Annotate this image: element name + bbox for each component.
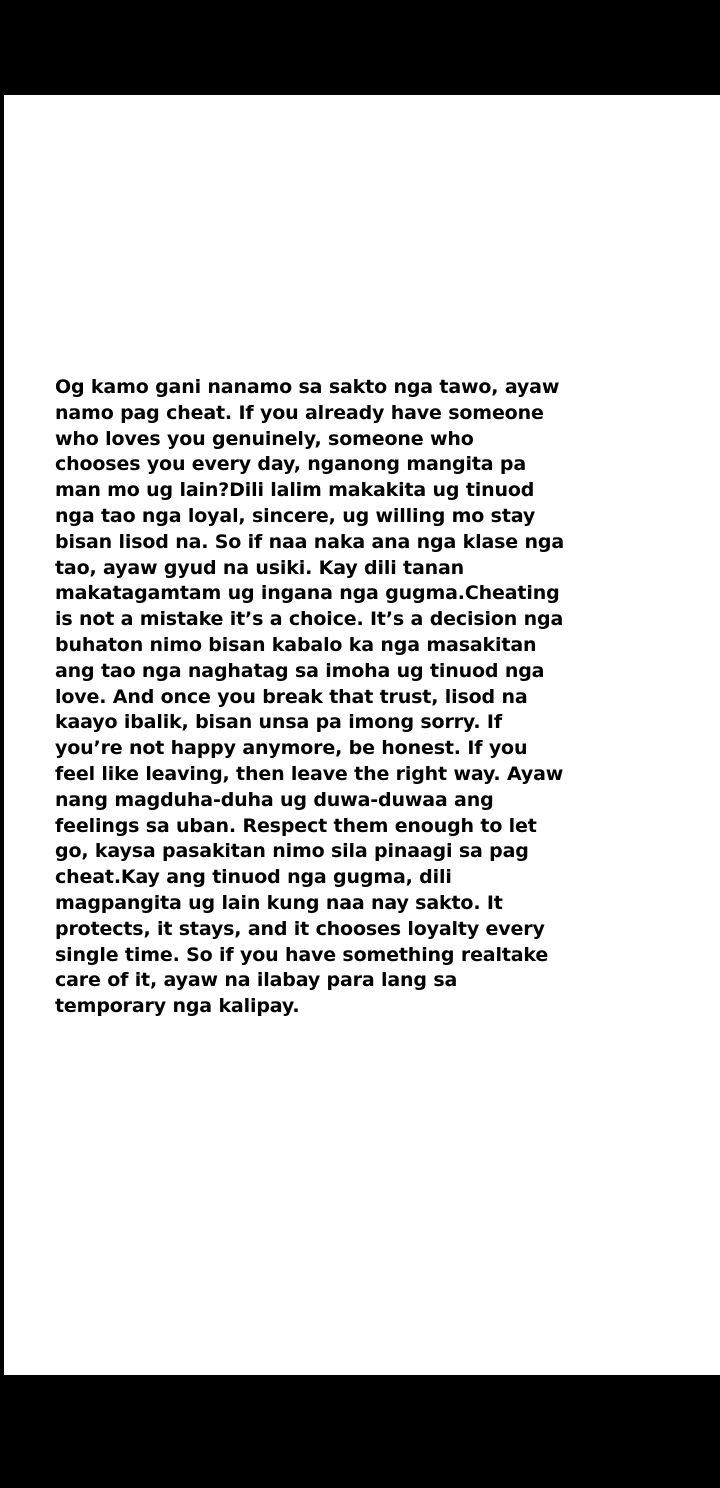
post-text-line: love. And once you break that trust, lisod na: [55, 685, 528, 708]
post-text-line: chooses you every day, nganong mangita pa: [55, 453, 527, 476]
post-text-line: feel like leaving, then leave the right way. Ayaw: [55, 762, 564, 785]
post-text-line: who loves you genuinely, someone who: [55, 427, 474, 450]
post-text-line: nang magduha-duha ug duwa-duwaa ang: [55, 788, 494, 811]
post-text-line: ang tao nga naghatag sa imoha ug tinuod nga: [55, 659, 545, 682]
post-text-line: cheat.Kay ang tinuod nga gugma, dili: [55, 866, 452, 889]
post-text-line: go, kaysa pasakitan nimo sila pinaagi sa pag: [55, 840, 529, 863]
post-text-line: buhaton nimo bisan kabalo ka nga masakitan: [55, 633, 537, 656]
post-text-line: single time. So if you have something realtake: [55, 943, 549, 966]
post-text-line: Og kamo gani nanamo sa sakto nga tawo, ayaw: [55, 376, 560, 398]
post-text-line: magpangita ug lain kung naa nay sakto. It: [55, 891, 503, 914]
post-text: [55, 375, 564, 1020]
post-text-line: feelings sa uban. Respect them enough to let: [55, 814, 537, 837]
post-text-line: temporary nga kalipay.: [55, 995, 300, 1018]
post-text-line: protects, it stays, and it chooses loyalty every: [55, 917, 545, 940]
text-post-canvas: [4, 95, 720, 1375]
post-text-line: is not a mistake it’s a choice. It’s a decision nga: [55, 608, 564, 631]
post-text-line: nga tao nga loyal, sincere, ug willing mo stay: [55, 504, 536, 527]
post-text-line: makatagamtam ug ingana nga gugma.Cheating: [55, 582, 560, 605]
post-text-line: man mo ug lain?Dili lalim makakita ug tinuod: [55, 479, 535, 502]
post-text-line: bisan lisod na. So if naa naka ana nga klase nga: [55, 530, 564, 553]
post-text-line: namo pag cheat. If you already have someone: [55, 401, 544, 424]
post-text-line: you’re not happy anymore, be honest. If you: [55, 737, 528, 760]
post-text-line: care of it, ayaw na ilabay para lang sa: [55, 969, 458, 992]
post-text-line: kaayo ibalik, bisan unsa pa imong sorry. If: [55, 711, 502, 734]
post-text-line: tao, ayaw gyud na usiki. Kay dili tanan: [55, 556, 465, 579]
